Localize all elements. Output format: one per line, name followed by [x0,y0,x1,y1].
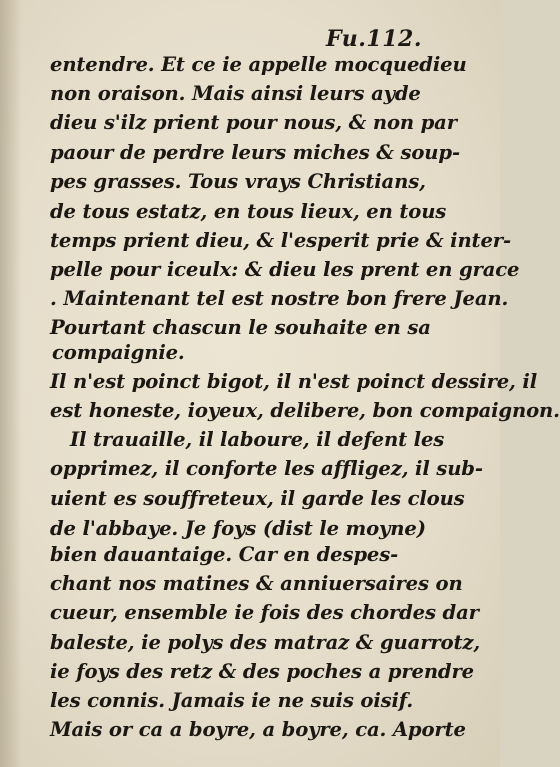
text-line: compaignie. [52,341,185,364]
text-line: paour de perdre leurs miches & soup- [50,141,460,164]
page-binding-shadow [0,0,22,767]
text-line: uient es souffreteux, il garde les clous [50,487,465,510]
text-line: les connis. Jamais ie ne suis oisif. [50,689,414,712]
text-line: baleste, ie polys des matraz & guarrotz, [50,631,481,654]
text-line: non oraison. Mais ainsi leurs ayde [50,82,421,105]
text-line: Pourtant chascun le souhaite en sa [50,316,431,339]
text-line: bien dauantaige. Car en despes- [50,543,399,566]
folio-number: Fu.112. [326,26,422,52]
text-line: ie foys des retz & des poches a prendre [50,660,474,683]
text-line: pes grasses. Tous vrays Christians, [50,170,426,193]
text-line: de tous estatz, en tous lieux, en tous [50,200,447,223]
text-line: opprimez, il conforte les affligez, il sub- [50,457,483,480]
text-line: cueur, ensemble ie fois des chordes dar [50,601,479,624]
text-line: . Maintenant tel est nostre bon frere Jean. [50,287,509,310]
text-line: Il n'est poinct bigot, il n'est poinct dessire, il [50,370,537,393]
text-line: chant nos matines & anniuersaires on [50,572,463,595]
text-line: Mais or ca a boyre, a boyre, ca. Aporte [50,718,466,741]
text-line: entendre. Et ce ie appelle mocquedieu [50,53,467,76]
text-line: temps prient dieu, & l'esperit prie & inter- [50,229,511,252]
text-line: dieu s'ilz prient pour nous, & non par [50,111,457,134]
text-line: est honeste, ioyeux, delibere, bon compaignon. [50,399,560,422]
text-line: pelle pour iceulx: & dieu les prent en grace [50,258,520,281]
text-line: Il trauaille, il laboure, il defent les [70,428,445,451]
text-line: de l'abbaye. Je foys (dist le moyne) [50,517,426,540]
